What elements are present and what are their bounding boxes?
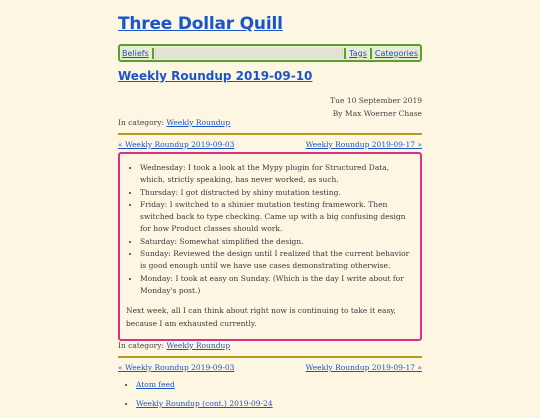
list-item — [136, 399, 273, 408]
post-author: By Max Woerner Chase — [332, 109, 422, 118]
nav-separator — [344, 48, 346, 59]
prev-post-link[interactable]: « Weekly Roundup 2019-09-03 — [118, 140, 235, 149]
list-item: • Sunday: Reviewed the design until I realized that the current behavior is good enough until we have use cases demonstrating otherwise. — [140, 248, 414, 273]
next-post-link[interactable]: Weekly Roundup 2019-09-17 » — [305, 140, 422, 149]
category-line — [118, 118, 230, 127]
category-label: In category: — [118, 118, 164, 127]
nav-tags-link[interactable]: Tags — [349, 48, 367, 58]
list-item: • Saturday: Somewhat simplified the design. — [140, 236, 414, 248]
category-label: In category: — [118, 341, 164, 350]
list-item: • Friday: I switched to a shinier mutation testing framework. Then switched back to type checking. Came up with a big confusing design for how Product classes should work. — [140, 199, 414, 236]
prev-post-link[interactable]: « Weekly Roundup 2019-09-03 — [118, 363, 235, 372]
nav-categories-link[interactable]: Categories — [374, 48, 418, 58]
category-link[interactable]: Weekly Roundup — [166, 341, 231, 350]
post-meta — [330, 94, 422, 120]
next-post-link[interactable]: Weekly Roundup 2019-09-17 » — [305, 363, 422, 372]
site-title-link[interactable]: Three Dollar Quill — [118, 14, 283, 34]
post-date: Tue 10 September 2019 — [330, 96, 422, 105]
list-item — [136, 380, 273, 389]
category-line-bottom — [118, 341, 230, 350]
divider — [118, 133, 422, 135]
closing-paragraph: Next week, all I can think about right now is continuing to take it easy, because I am exhausted currently. — [126, 306, 396, 328]
nav-beliefs-link[interactable]: Beliefs — [122, 48, 149, 58]
nav-separator — [370, 48, 372, 59]
nav-search-field[interactable] — [155, 48, 343, 59]
list-item: • Thursday: I got distracted by shiny mutation testing. — [140, 187, 414, 199]
divider — [118, 356, 422, 358]
day-list — [120, 162, 420, 297]
related-post-link[interactable]: Weekly Roundup (cont.) 2019-09-24 — [136, 399, 273, 408]
atom-feed-link[interactable]: Atom feed — [136, 380, 175, 389]
footer-links — [118, 380, 273, 418]
nav-separator — [152, 48, 154, 59]
post-title-link[interactable]: Weekly Roundup 2019-09-10 — [118, 69, 313, 83]
list-item: • Monday: I took at easy on Sunday. (Which is the day I write about for Monday's post.) — [140, 273, 414, 298]
post-content — [118, 152, 422, 341]
category-link[interactable]: Weekly Roundup — [166, 118, 231, 127]
list-item: • Wednesday: I took a look at the Mypy plugin for Structured Data, which, strictly speaking, has never worked, as such. — [140, 162, 414, 187]
nav-bar — [118, 44, 422, 62]
